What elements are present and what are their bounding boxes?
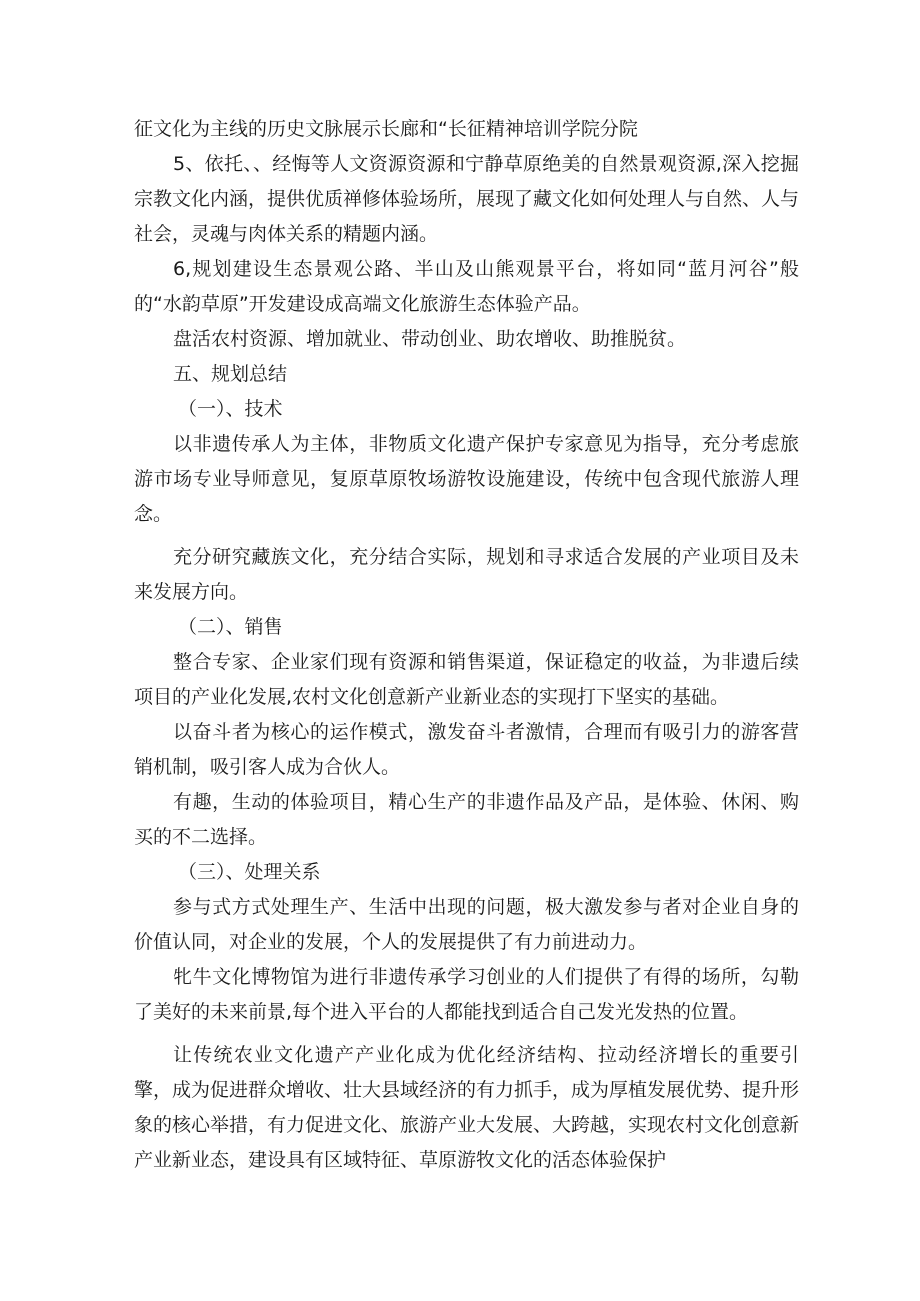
paragraph: 充分研究藏族文化，充分结合实际，规划和寻求适合发展的产业项目及未来发展方向。 [134, 546, 799, 603]
paragraph: 有趣，生动的体验项目，精心生产的非遗作品及产品，是体验、休闲、购买的不二选择。 [134, 791, 799, 848]
paragraph: 让传统农业文化遗产产业化成为优化经济结构、拉动经济增长的重要引擎，成为促进群众增收、壮大县域经济的有力抓手，成为厚植发展优势、提升形象的核心举措，有力促进文化、旅游产业大发展、大跨越，实现农村文化创意新产业新业态，建设具有区域特征、草原游牧文化的活态体验保护 [134, 1044, 800, 1171]
paragraph-item-5: 5、依托、、经悔等人文资源资源和宁静草原绝美的自然景观资源,深入挖掘宗教文化内涵，提供优质禅修体验场所，展现了藏文化如何处理人与自然、人与社会，灵魂与肉体关系的精题内涵。 [134, 153, 800, 245]
paragraph: 整合专家、企业家们现有资源和销售渠道，保证稳定的收益，为非遗后续项目的产业化发展,农村文化创意新产业新业态的实现打下坚实的基础。 [134, 651, 799, 708]
document-page [134, 112, 799, 1178]
subsection-heading-sales: （二）、销售 [178, 616, 283, 638]
section-heading: 五、规划总结 [173, 363, 288, 385]
paragraph: 参与式方式处理生产、生活中出现的问题，极大激发参与者对企业自身的价值认同，对企业的发展，个人的发展提供了有力前进动力。 [134, 896, 799, 953]
paragraph-item-6: 6,规划建设生态景观公路、半山及山熊观景平台，将如同“蓝月河谷”般的“水韵草原”开发建设成高端文化旅游生态体验产品。 [134, 258, 799, 315]
paragraph: 盘活农村资源、增加就业、带动创业、助农增收、助推脱贫。 [173, 328, 687, 350]
subsection-heading-technology: （一）、技术 [178, 398, 283, 420]
paragraph: 牝牛文化博物馆为进行非遗传承学习创业的人们提供了有得的场所，勾勒了美好的未来前景,每个进入平台的人都能找到适合自己发光发热的位置。 [134, 966, 799, 1023]
paragraph: 以奋斗者为核心的运作模式，激发奋斗者激情，合理而有吸引力的游客营销机制，吸引客人成为合伙人。 [134, 721, 799, 778]
paragraph: 以非遗传承人为主体，非物质文化遗产保护专家意见为指导，充分考虑旅游市场专业导师意见，复原草原牧场游牧设施建设，传统中包含现代旅游人理念。 [134, 433, 799, 525]
paragraph-continued: 征文化为主线的历史文脉展示长廊和“长征精神培训学院分院 [134, 118, 638, 140]
subsection-heading-relations: （三）、处理关系 [178, 861, 321, 883]
